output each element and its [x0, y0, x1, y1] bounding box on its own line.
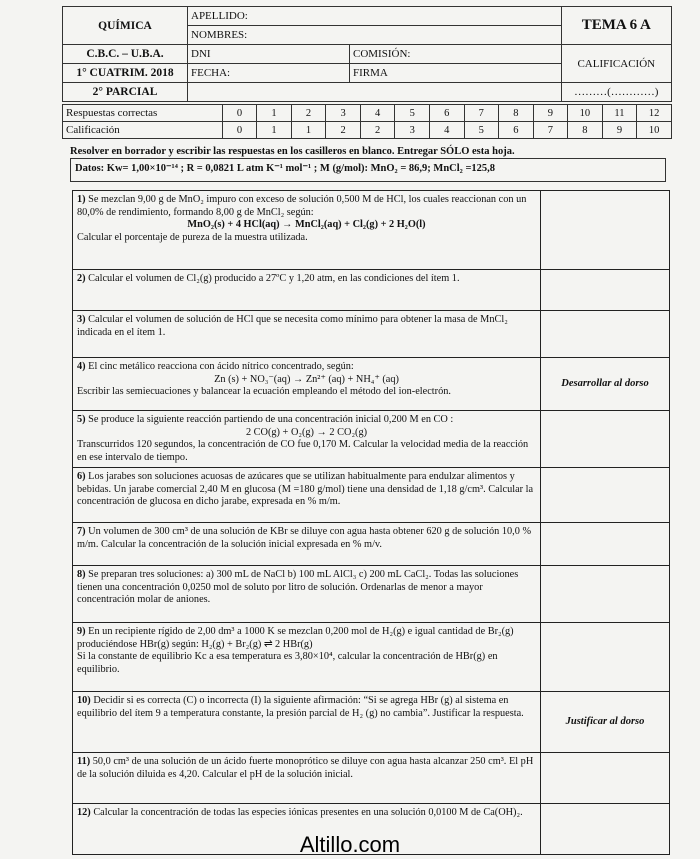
- question-row: [73, 191, 670, 270]
- question-equation: Zn (s) + NO₃⁻(aq) → Zn²⁺ (aq) + NH₄⁺ (aq): [214, 373, 399, 385]
- question-8: [73, 566, 541, 623]
- score-calificacion-cell: 1: [291, 122, 326, 139]
- question-text: Un volumen de 300 cm³ de una solución de KBr se diluye con agua hasta obtener 620 g de solución 10,0 % m/m. Calcular la concentración de la solución inicial expresada en % m/v.: [77, 526, 532, 550]
- score-calificacion-cell: 1: [257, 122, 292, 139]
- question-number: 10): [77, 695, 91, 706]
- question-text: Los jarabes son soluciones acuosas de azúcares que se utilizan habitualmente para endulzar alimentos y bebidas. Un jarabe comercial 2,40 M en glucosa (M =180 g/mol) tiene una densidad de 1,18 g/cm³. Calcular la concentración de glucosa en dicho jarabe, expresada en % m/m.: [77, 471, 534, 507]
- question-text: Se mezclan 9,00 g de MnO₂ impuro con exceso de solución 0,500 M de HCl, los cuales reaccionan con un 80,0% de rendimiento, formando 8,00 g de MnCl₂ según:: [77, 194, 527, 218]
- question-number: 7): [77, 526, 86, 537]
- answer-box[interactable]: [541, 468, 670, 523]
- question-row: [73, 358, 670, 411]
- score-calificacion-cell: 8: [568, 122, 603, 139]
- instructions: Resolver en borrador y escribir las respuestas en los casilleros en blanco. Entregar SÓLO esta hoja.: [70, 146, 515, 157]
- question-text: Se produce la siguiente reacción partiendo de una concentración inicial 0,200 M en CO :: [88, 414, 454, 425]
- question-number: 1): [77, 194, 86, 205]
- exam-title: 2° PARCIAL: [63, 83, 188, 102]
- question-row: [73, 411, 670, 468]
- score-correctas-cell: 5: [395, 105, 430, 122]
- answer-box[interactable]: [541, 753, 670, 804]
- score-calificacion-cell: 6: [499, 122, 534, 139]
- question-9: [73, 623, 541, 692]
- question-3: [73, 311, 541, 358]
- score-calificacion-cell: 2: [326, 122, 361, 139]
- question-instruction: Calcular el porcentaje de pureza de la muestra utilizada.: [77, 231, 308, 243]
- question-row: [73, 523, 670, 566]
- score-correctas-cell: 1: [257, 105, 292, 122]
- question-1: [73, 191, 541, 270]
- question-4: [73, 358, 541, 411]
- answer-box[interactable]: Desarrollar al dorso: [541, 358, 670, 411]
- question-number: 4): [77, 361, 86, 372]
- answer-box[interactable]: [541, 623, 670, 692]
- questions-table: [72, 190, 670, 855]
- question-number: 11): [77, 756, 91, 767]
- question-text: En un recipiente rígido de 2,00 dm³ a 1000 K se mezclan 0,200 mol de H₂(g) e igual cantidad de Br₂(g) produciéndose HBr(g) según: H₂(g) + Br₂(g) ⇌ 2 HBr(g): [77, 626, 514, 650]
- nombres-field[interactable]: NOMBRES:: [188, 26, 562, 45]
- score-correctas-cell: 7: [464, 105, 499, 122]
- question-instruction: Escribir las semiecuaciones y balancear la ecuación empleando el método del ion-electrón.: [77, 386, 451, 397]
- question-row: [73, 311, 670, 358]
- question-row: [73, 468, 670, 523]
- score-calificacion-cell: 9: [602, 122, 637, 139]
- question-text: Calcular el volumen de solución de HCl que se necesita como mínimo para obtener la masa de MnCl₂ indicada en el ítem 1.: [77, 314, 508, 338]
- score-correctas-cell: 10: [568, 105, 603, 122]
- answer-box[interactable]: [541, 411, 670, 468]
- question-11: [73, 753, 541, 804]
- question-instruction: Transcurridos 120 segundos, la concentración de CO fue 0,170 M. Calcular la velocidad media de la reacción en ese intervalo de tiempo.: [77, 439, 529, 463]
- score-correctas-cell: 4: [360, 105, 395, 122]
- term: 1° CUATRIM. 2018: [63, 64, 188, 83]
- score-correctas-cell: 6: [429, 105, 464, 122]
- score-calificacion-cell: 5: [464, 122, 499, 139]
- question-number: 8): [77, 569, 86, 580]
- comision-field[interactable]: COMISIÓN:: [350, 45, 562, 64]
- question-text: 50,0 cm³ de una solución de un ácido fuerte monoprótico se diluye con agua hasta alcanzar 250 cm³. El pH de la solución diluida es 4,20. Calcular el pH de la solución inicial.: [77, 756, 534, 780]
- question-number: 5): [77, 414, 86, 425]
- question-equation: 2 CO(g) + O₂(g) → 2 CO₂(g): [245, 426, 368, 438]
- score-calificacion-cell: 10: [637, 122, 672, 139]
- footer-watermark: Altillo.com: [299, 832, 401, 857]
- fecha-field[interactable]: FECHA:: [188, 64, 350, 83]
- question-row: [73, 566, 670, 623]
- question-text: Decidir si es correcta (C) o incorrecta (I) la siguiente afirmación: “Si se agrega HBr (g) al sistema en equilibrio del ítem 9 a temperatura constante, la presión parcial de H₂ (g) no cambia”. Justificar la respuesta.: [77, 695, 524, 719]
- question-6: [73, 468, 541, 523]
- answer-box[interactable]: Justificar al dorso: [541, 692, 670, 753]
- calificacion-row-label: Calificación: [63, 122, 223, 139]
- question-row: [73, 270, 670, 311]
- question-number: 6): [77, 471, 86, 482]
- score-correctas-cell: 0: [222, 105, 257, 122]
- question-number: 3): [77, 314, 86, 325]
- apellido-field[interactable]: APELLIDO:: [188, 7, 562, 26]
- question-number: 2): [77, 273, 86, 284]
- question-7: [73, 523, 541, 566]
- question-row: [73, 753, 670, 804]
- answer-box[interactable]: [541, 270, 670, 311]
- score-correctas-cell: 9: [533, 105, 568, 122]
- answer-box[interactable]: [541, 566, 670, 623]
- question-row: [73, 623, 670, 692]
- question-number: 12): [77, 807, 91, 818]
- question-number: 9): [77, 626, 86, 637]
- question-2: [73, 270, 541, 311]
- firma-field[interactable]: FIRMA: [350, 64, 562, 83]
- score-calificacion-cell: 0: [222, 122, 257, 139]
- score-correctas-cell: 11: [602, 105, 637, 122]
- institution: C.B.C. – U.B.A.: [63, 45, 188, 64]
- question-text: Calcular la concentración de todas las especies iónicas presentes en una solución 0,0100 M de Ca(OH)₂.: [93, 807, 523, 818]
- calificacion-label: CALIFICACIÓN: [561, 45, 671, 83]
- score-correctas-cell: 12: [637, 105, 672, 122]
- question-instruction: Si la constante de equilibrio Kc a esa temperatura es 3,80×10⁴, calcular la concentración de HBr(g) en equilibrio.: [77, 651, 498, 675]
- question-5: [73, 411, 541, 468]
- calificacion-blank[interactable]: ………(…………): [561, 83, 671, 102]
- course-name: QUÍMICA: [63, 7, 188, 45]
- question-row: [73, 692, 670, 753]
- question-10: [73, 692, 541, 753]
- answer-box[interactable]: [541, 191, 670, 270]
- score-correctas-cell: 3: [326, 105, 361, 122]
- answer-box[interactable]: [541, 523, 670, 566]
- datos-box: Datos: Kw= 1,00×10⁻¹⁴ ; R = 0,0821 L atm K⁻¹ mol⁻¹ ; M (g/mol): MnO₂ = 86,9; MnCl₂ =125,8: [70, 158, 666, 182]
- score-table: [62, 104, 672, 139]
- score-calificacion-cell: 2: [360, 122, 395, 139]
- question-text: Se preparan tres soluciones: a) 300 mL de NaCl b) 100 mL AlCl₃ c) 200 mL CaCl₂. Todas las soluciones tienen una concentración 0,0250 mol de soluto por litro de solución. Ordenarlas de menor a mayor concentración molar de aniones.: [77, 569, 519, 605]
- score-calificacion-cell: 3: [395, 122, 430, 139]
- question-text: Calcular el volumen de Cl₂(g) producido a 27ºC y 1,20 atm, en las condiciones del ítem 1.: [88, 273, 460, 284]
- answer-box[interactable]: [541, 311, 670, 358]
- score-correctas-cell: 8: [499, 105, 534, 122]
- score-calificacion-cell: 7: [533, 122, 568, 139]
- correctas-label: Respuestas correctas: [63, 105, 223, 122]
- question-text: El cinc metálico reacciona con ácido nítrico concentrado, según:: [88, 361, 354, 372]
- tema-label: TEMA 6 A: [561, 7, 671, 45]
- score-correctas-cell: 2: [291, 105, 326, 122]
- dni-field[interactable]: DNI: [188, 45, 350, 64]
- header-table: [62, 6, 672, 102]
- question-equation: MnO₂(s) + 4 HCl(aq) → MnCl₂(aq) + Cl₂(g) + 2 H₂O(l): [187, 219, 426, 230]
- score-calificacion-cell: 4: [429, 122, 464, 139]
